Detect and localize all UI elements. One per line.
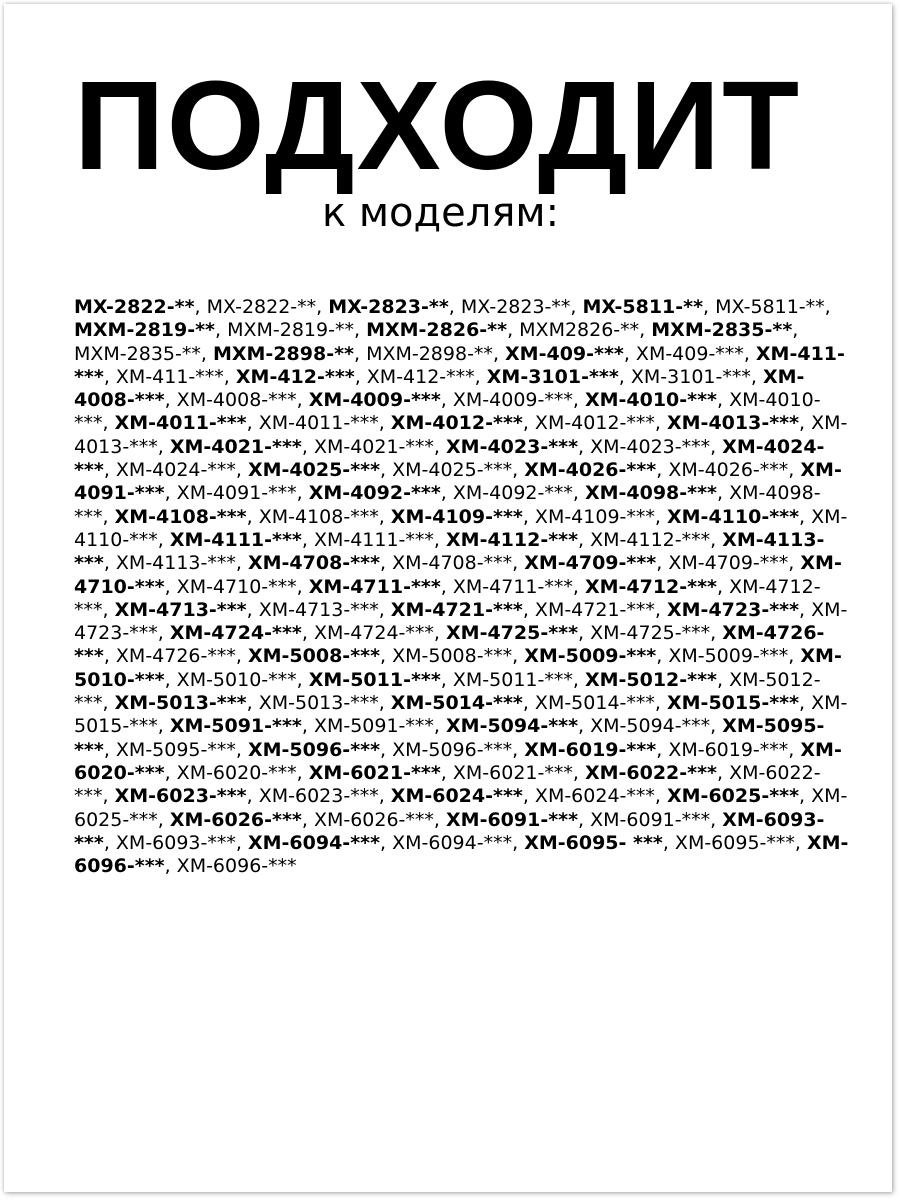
model-item: XM-5014-*** <box>390 692 523 715</box>
model-item: XM-4013-*** <box>667 412 800 435</box>
model-item: XM-6096-*** <box>74 831 849 878</box>
model-item: XM-3101-*** <box>630 365 751 388</box>
model-item: XM-6022-*** <box>74 761 821 808</box>
model-item: XM-4011-*** <box>114 412 247 435</box>
model-item: MX-2823-** <box>460 296 571 318</box>
page-card <box>4 4 892 1192</box>
model-item: XM-4709-*** <box>524 552 657 575</box>
model-item: MXM-2819-** <box>74 319 215 342</box>
model-item: XM-6024-*** <box>534 785 655 808</box>
model-item: XM-5015-*** <box>74 692 848 738</box>
model-item: XM-5008-*** <box>247 645 381 668</box>
model-item: MXM-2898-** <box>366 342 493 365</box>
model-item: XM-4091-*** <box>176 482 297 505</box>
model-item: MXM-2898-** <box>212 342 354 365</box>
model-item: XM-4713-*** <box>114 598 247 621</box>
model-item: XM-4098-*** <box>74 482 821 528</box>
model-item: MXM-2826-** <box>366 319 508 342</box>
model-item: XM-5012-*** <box>584 668 717 691</box>
model-item: XM-4021-*** <box>169 435 302 458</box>
model-item: MXM-2819-** <box>227 319 354 342</box>
model-item: MX-2822-** <box>74 296 195 318</box>
model-item: XM-5014-*** <box>534 692 655 715</box>
model-item: XM-4726-*** <box>74 622 825 668</box>
model-item: XM-4111-*** <box>169 528 302 551</box>
model-item: XM-5011-*** <box>452 668 573 691</box>
model-item: XM-4721-*** <box>534 598 655 621</box>
model-item: XM-6091-*** <box>446 808 579 831</box>
model-item: XM-4108-*** <box>258 505 379 528</box>
model-item: XM-4008-*** <box>176 389 297 412</box>
model-item: XM-4023-*** <box>446 435 579 458</box>
model-item: XM-4023-*** <box>590 435 711 458</box>
model-item: XM-6095- *** <box>524 831 663 854</box>
model-item: XM-4092-*** <box>452 482 573 505</box>
model-item: MX-2823-** <box>328 296 449 318</box>
model-item: XM-6022-*** <box>584 761 717 784</box>
model-item: XM-4026-*** <box>524 459 657 482</box>
model-item: XM-5096-*** <box>247 738 381 761</box>
model-item: XM-4024-*** <box>115 459 236 482</box>
model-item: XM-6026-*** <box>169 808 302 831</box>
model-item: XM-5094-*** <box>446 715 579 738</box>
model-item: XM-4726-*** <box>115 645 236 668</box>
model-item: XM-4711-*** <box>308 575 441 598</box>
model-item: XM-4708-*** <box>392 552 513 575</box>
model-item: XM-4723-*** <box>667 598 800 621</box>
model-item: XM-6093-*** <box>74 808 825 854</box>
model-item: XM-6096-*** <box>176 855 297 878</box>
model-item: XM-4110-*** <box>667 505 800 528</box>
model-item: XM-409-*** <box>635 342 744 365</box>
model-item: XM-6025-*** <box>667 785 800 808</box>
model-item: XM-4724-*** <box>169 622 302 645</box>
model-item: XM-4112-*** <box>590 528 711 551</box>
model-item: XM-4010-*** <box>584 389 717 412</box>
model-item: XM-6024-*** <box>390 785 523 808</box>
model-item: XM-4725-*** <box>590 622 711 645</box>
model-item: XM-4712-*** <box>584 575 717 598</box>
model-item: XM-5013-*** <box>258 692 379 715</box>
model-item: XM-6019-*** <box>524 738 657 761</box>
model-item: MX-5811-** <box>715 296 825 318</box>
model-item: XM-5015-*** <box>667 692 800 715</box>
model-item: XM-6093-*** <box>115 831 236 854</box>
model-item: XM-5008-*** <box>392 645 513 668</box>
model-item: XM-6026-*** <box>313 808 434 831</box>
model-item: XM-3101-*** <box>486 365 619 388</box>
model-item: XM-4010-*** <box>74 389 821 435</box>
model-item: XM-4113-*** <box>115 552 236 575</box>
model-item: XM-6095-*** <box>674 831 795 854</box>
model-item: XM-6023-*** <box>114 785 247 808</box>
model-item: XM-4709-*** <box>668 552 789 575</box>
model-item: MXM-2835-** <box>651 319 793 342</box>
model-item: XM-5011-*** <box>308 668 441 691</box>
model-item: XM-4710-*** <box>74 552 842 598</box>
model-item: XM-4012-*** <box>534 412 655 435</box>
model-item: XM-6091-*** <box>590 808 711 831</box>
model-item: XM-5013-*** <box>114 692 247 715</box>
model-item: XM-4009-*** <box>308 389 441 412</box>
model-item: XM-6019-*** <box>668 738 789 761</box>
model-item: XM-5012-*** <box>74 668 821 715</box>
model-item: XM-409-*** <box>505 342 624 365</box>
model-item: XM-411-*** <box>74 342 845 388</box>
model-item: XM-4026-*** <box>668 459 789 482</box>
model-item: XM-4113-*** <box>74 528 825 575</box>
model-item: XM-4711-*** <box>452 575 573 598</box>
model-item: XM-4021-*** <box>313 435 434 458</box>
model-item: XM-4108-*** <box>114 505 247 528</box>
model-item: XM-4725-*** <box>446 622 579 645</box>
model-item: XM-6094-*** <box>392 831 513 854</box>
model-item: XM-6021-*** <box>452 761 573 784</box>
model-item: XM-4024-*** <box>74 435 825 482</box>
model-item: XM-4112-*** <box>446 528 579 551</box>
model-item: XM-5009-*** <box>668 645 789 668</box>
model-item: XM-4008-*** <box>74 365 805 412</box>
model-item: XM-4012-*** <box>390 412 523 435</box>
model-item: XM-4092-*** <box>308 482 441 505</box>
model-item: MX-2822-** <box>206 296 317 318</box>
model-item: XM-4011-*** <box>258 412 379 435</box>
model-item: XM-6020-*** <box>176 761 297 784</box>
model-item: XM-412-*** <box>366 365 475 388</box>
model-item: XM-4091-*** <box>74 459 842 505</box>
model-item: XM-5095-*** <box>115 738 236 761</box>
model-item: XM-4712-*** <box>74 575 821 621</box>
model-item: XM-5094-*** <box>590 715 711 738</box>
page-title: ПОДХОДИТ <box>74 55 802 196</box>
model-item: XM-5091-*** <box>313 715 434 738</box>
model-item: XM-5010-*** <box>74 645 842 691</box>
model-item: XM-6020-*** <box>74 738 842 784</box>
model-item: XM-412-*** <box>235 365 355 388</box>
model-item: XM-4025-*** <box>392 459 513 482</box>
model-item: XM-5009-*** <box>524 645 657 668</box>
model-item: XM-4111-*** <box>313 528 434 551</box>
model-item: XM-4013-*** <box>74 412 848 458</box>
model-item: XM-5010-*** <box>176 668 297 691</box>
model-item: XM-6094-*** <box>247 831 381 854</box>
model-item: XM-4109-*** <box>390 505 523 528</box>
model-item: XM-5095-*** <box>74 715 825 761</box>
model-item: XM-4110-*** <box>74 505 848 551</box>
model-item: XM-5091-*** <box>169 715 302 738</box>
model-item: XM-4708-*** <box>247 552 381 575</box>
model-item: XM-4723-*** <box>74 598 848 645</box>
model-item: XM-4009-*** <box>452 389 573 412</box>
model-item: XM-5096-*** <box>392 738 513 761</box>
model-item: XM-6025-*** <box>74 785 848 831</box>
model-item: XM-4025-*** <box>247 459 381 482</box>
model-item: XM-4109-*** <box>534 505 655 528</box>
model-item: XM-411-*** <box>115 365 224 388</box>
model-item: XM-4724-*** <box>313 622 434 645</box>
page-subtitle: к моделям: <box>322 190 560 236</box>
model-item: XM-4710-*** <box>176 575 297 598</box>
model-item: MXM-2835-** <box>74 342 201 365</box>
model-item: XM-6021-*** <box>308 761 441 784</box>
model-item: MX-5811-** <box>582 296 704 318</box>
model-item: XM-6023-*** <box>258 785 379 808</box>
model-list: MX-2822-**, MX-2822-**, MX-2823-**, MX-2823-**, MX-5811-**, MX-5811-**, MXM-2819-**, MXM-2819-**, MXM-2826-**, MXM2826-**, MXM-2835-**, MXM-2835-**, MXM-2898-**, MXM-2898-**, XM-409-***, XM-409-***, XM-411-***, XM-411-***, XM-412-***, XM-412-***, XM-3101-***, XM-3101-***, XM-4008-***, XM-4008-***, XM-4009-***, XM-4009-***, XM-4010-***, XM-4010-***, XM-4011-***, XM-4011-***, XM-4012-***, XM-4012-***, XM-4013-***, XM-4013-***, XM-4021-***, XM-4021-***, XM-4023-***, XM-4023-***, XM-4024-***, XM-4024-***, XM-4025-***, XM-4025-***, XM-4026-***, XM-4026-***, XM-4091-***, XM-4091-***, XM-4092-***, XM-4092-***, XM-4098-***, XM-4098-***, XM-4108-***, XM-4108-***, XM-4109-***, XM-4109-***, XM-4110-***, XM-4110-***, XM-4111-***, XM-4111-***, XM-4112-***, XM-4112-***, XM-4113-***, XM-4113-***, XM-4708-***, XM-4708-***, XM-4709-***, XM-4709-***, XM-4710-***, XM-4710-***, XM-4711-***, XM-4711-***, XM-4712-***, XM-4712-***, XM-4713-***, XM-4713-***, XM-4721-***, XM-4721-***, XM-4723-***, XM-4723-***, XM-4724-***, XM-4724-***, XM-4725-***, XM-4725-***, XM-4726-***, XM-4726-***, XM-5008-***, XM-5008-***, XM-5009-***, XM-5009-***, XM-5010-***, XM-5010-***, XM-5011-***, XM-5011-***, XM-5012-***, XM-5012-***, XM-5013-***, XM-5013-***, XM-5014-***, XM-5014-***, XM-5015-***, XM-5015-***, XM-5091-***, XM-5091-***, XM-5094-***, XM-5094-***, XM-5095-***, XM-5095-***, XM-5096-***, XM-5096-***, XM-6019-***, XM-6019-***, XM-6020-***, XM-6020-***, XM-6021-***, XM-6021-***, XM-6022-***, XM-6022-***, XM-6023-***, XM-6023-***, XM-6024-***, XM-6024-***, XM-6025-***, XM-6025-***, XM-6026-***, XM-6026-***, XM-6091-***, XM-6091-***, XM-6093-***, XM-6093-***, XM-6094-***, XM-6094-***, XM-6095- ***, XM-6095-***, XM-6096-***, XM-6096-*** <box>74 296 849 878</box>
model-item: XM-4713-*** <box>258 598 379 621</box>
model-item: XM-4098-*** <box>584 482 717 505</box>
model-item: MXM2826-** <box>519 319 640 342</box>
model-item: XM-4721-*** <box>390 598 523 621</box>
